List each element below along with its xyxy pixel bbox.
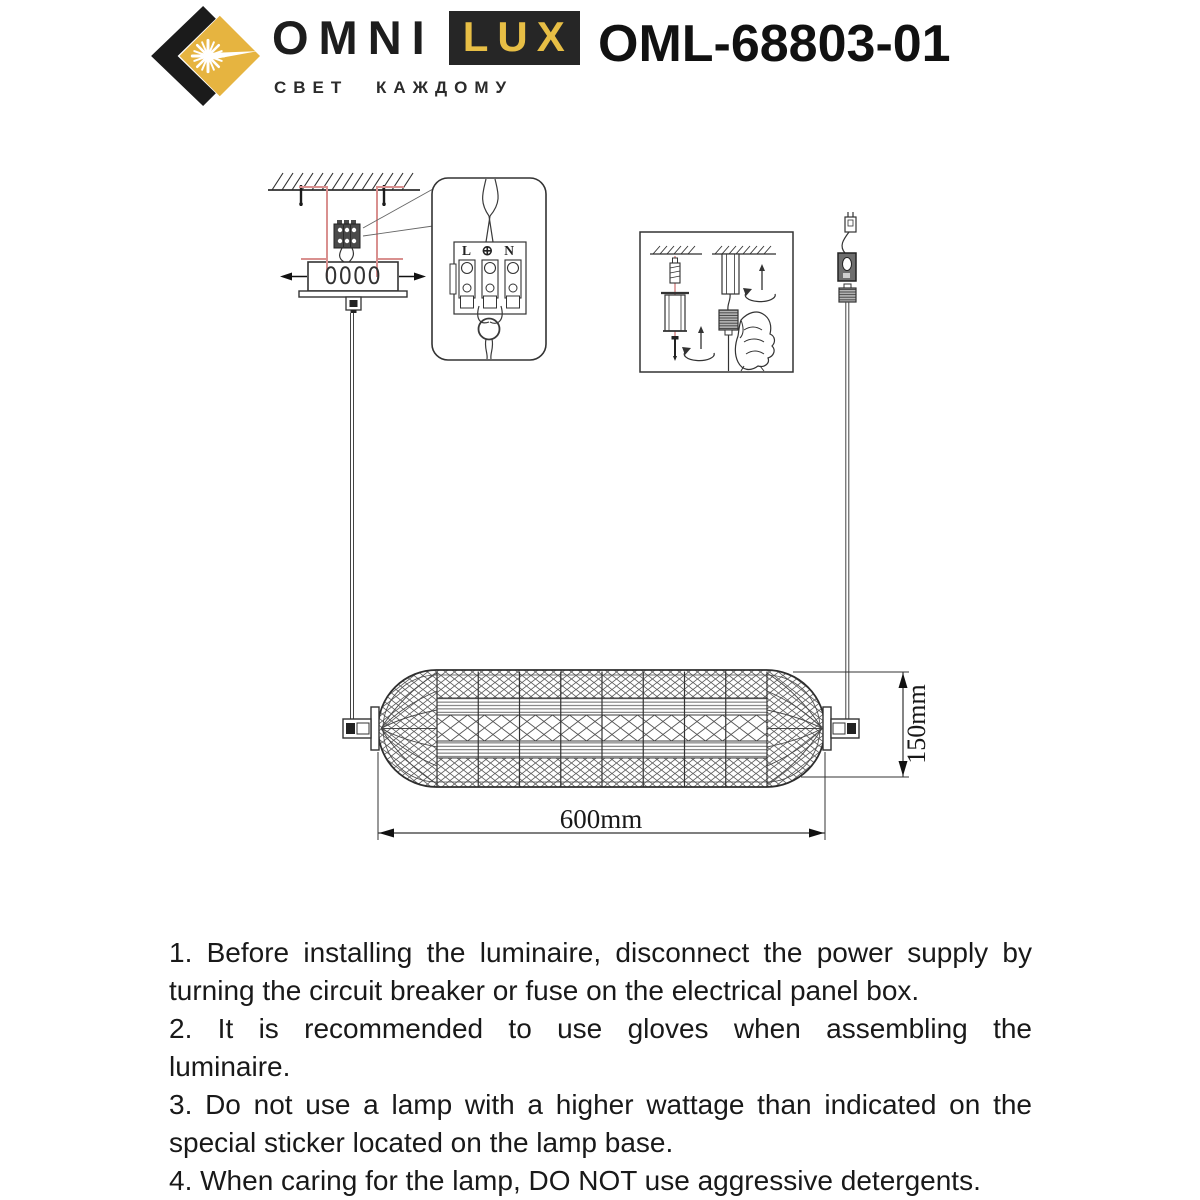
instruction-line: 2. It is recommended to use gloves when assembling the <box>169 1013 1032 1044</box>
instruction-line: turning the circuit breaker or fuse on the electrical panel box. <box>169 975 920 1006</box>
suspension-cable-right <box>846 302 849 719</box>
callout-leader-lines <box>363 189 433 236</box>
wiring-detail-bubble <box>432 178 546 360</box>
canopy-holes-label: 0000 <box>324 262 382 290</box>
dimension-width-label: 600mm <box>559 804 643 834</box>
lamp-body <box>343 670 859 787</box>
assembly-steps-box <box>640 232 793 372</box>
instruction-line: 4. When caring for the lamp, DO NOT use aggressive detergents. <box>169 1165 981 1196</box>
terminal-lnn-label: L ⊕ N <box>461 243 519 258</box>
cable-adjuster-figure <box>838 212 856 302</box>
installation-instructions <box>169 934 1032 1200</box>
model-number: OML-68803-01 <box>598 15 951 73</box>
brand-word-omni: OMNI <box>272 11 435 64</box>
brand-tagline: СВЕТ КАЖДОМУ <box>274 78 514 97</box>
brand-word-lux: LUX <box>449 11 580 65</box>
instruction-line: 1. Before installing the luminaire, disconnect the power supply by <box>169 937 1032 968</box>
instruction-line: luminaire. <box>169 1051 291 1082</box>
instruction-line: special sticker located on the lamp base. <box>169 1127 674 1158</box>
dimension-height-label: 150mm <box>902 684 931 764</box>
instruction-line: 3. Do not use a lamp with a higher wattage than indicated on the <box>169 1089 1032 1120</box>
suspension-cable-left <box>351 313 354 719</box>
terminal-block-small <box>334 220 360 262</box>
